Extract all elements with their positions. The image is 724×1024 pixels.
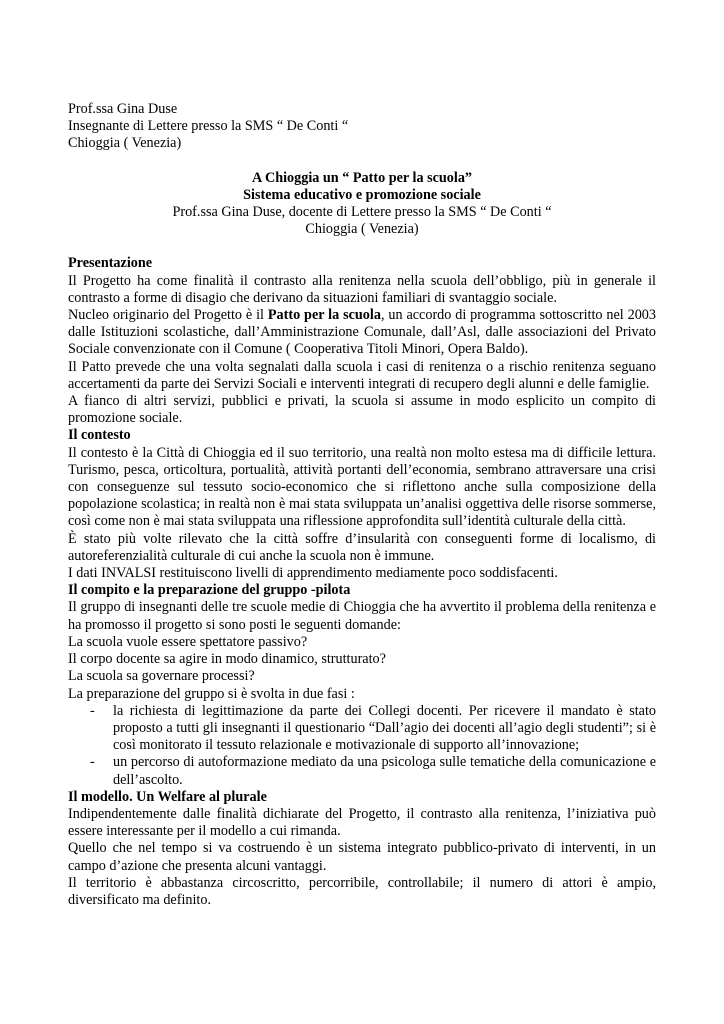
section-contesto bbox=[68, 427, 656, 582]
document-byline: Prof.ssa Gina Duse, docente di Lettere presso la SMS “ De Conti “ bbox=[172, 204, 552, 221]
paragraph: Indipendentemente dalle finalità dichiarate del Progetto, il contrasto alla renitenza, l’iniziativa può essere interessante per il modello a cui rimanda. bbox=[68, 805, 656, 840]
paragraph-text: Nucleo originario del Progetto è il bbox=[68, 307, 268, 324]
paragraph: È stato più volte rilevato che la città soffre d’insularità con conseguenti forme di localismo, di autoreferenzialità culturale di cui anche la scuola non è immune. bbox=[68, 530, 656, 564]
list-item: - la richiesta di legittimazione da parte dei Collegi docenti. Per ricevere il mandato è stato proposto a tutti gli insegnanti il questionario “Dall’agio dei docenti all’agio degli studenti”; si è così monitorato il tessuto relazionale e motivazionale di supporto all’innovazione; bbox=[68, 703, 656, 755]
question: La scuola sa governare processi? bbox=[68, 668, 255, 685]
document-subtitle: Sistema educativo e promozione sociale bbox=[243, 186, 481, 203]
paragraph: Il Progetto ha come finalità il contrasto alla renitenza nella scuola dell’obbligo, più in generale il contrasto a forme di disagio che derivano da situazioni familiari di svantaggio sociale. bbox=[68, 272, 656, 306]
section-compito bbox=[68, 582, 656, 788]
paragraph: Il contesto è la Città di Chioggia ed il suo territorio, una realtà non molto estesa ma di difficile lettura. Turismo, pesca, orticoltura, portualità, attività portanti dell’economia, sembrano attraversare una crisi con conseguenze sul tessuto socio-economico che si riflettono anche sulla composizione della popolazione scolastica; in realtà non è mai stata sviluppata un’analisi oggettiva delle risorse sommerse, così come non è mai stata sviluppata una riflessione approfondita sull’identità culturale della città. bbox=[68, 444, 656, 530]
section-heading: Il compito e la preparazione del gruppo -pilota bbox=[68, 582, 351, 599]
paragraph: A fianco di altri servizi, pubblici e privati, la scuola si assume in modo esplicito un compito di promozione sociale. bbox=[68, 393, 656, 427]
author-header bbox=[68, 101, 656, 153]
author-place: Chioggia ( Venezia) bbox=[68, 135, 182, 152]
section-heading: Presentazione bbox=[68, 255, 153, 272]
document-place: Chioggia ( Venezia) bbox=[305, 221, 419, 238]
question: La scuola vuole essere spettatore passivo? bbox=[68, 633, 308, 650]
section-heading: Il modello. Un Welfare al plurale bbox=[68, 788, 267, 805]
section-presentazione bbox=[68, 255, 656, 427]
paragraph: Il Patto prevede che una volta segnalati dalla scuola i casi di renitenza o a rischio renitenza seguano accertamenti da parte dei Servizi Sociali e interventi integrati di recupero degli alunni e delle famiglie. bbox=[68, 358, 656, 392]
list-item: - un percorso di autoformazione mediato da una psicologa sulle tematiche della comunicazione e dell’ascolto. bbox=[68, 754, 656, 788]
dash-list bbox=[68, 703, 656, 789]
paragraph: Il territorio è abbastanza circoscritto, percorribile, controllabile; il numero di attori è ampio, diversificato ma definito. bbox=[68, 874, 656, 908]
paragraph: I dati INVALSI restituiscono livelli di apprendimento mediamente poco soddisfacenti. bbox=[68, 565, 558, 582]
paragraph: La preparazione del gruppo si è svolta in due fasi : bbox=[68, 685, 355, 702]
paragraph-text: , un accordo di programma sottoscritto nel 2003 dalle Istituzioni scolastiche, dall’Amministrazione Comunale, dall’Asl, dalle associazioni del Privato Sociale convenzionate con il Comune ( Cooperativa Titoli Minori, Opera Baldo). bbox=[68, 307, 656, 358]
document-title: A Chioggia un “ Patto per la scuola” bbox=[251, 169, 473, 186]
section-modello bbox=[68, 789, 656, 909]
title-block bbox=[68, 170, 656, 239]
paragraph bbox=[68, 307, 656, 359]
author-name: Prof.ssa Gina Duse bbox=[68, 101, 178, 117]
author-role: Insegnante di Lettere presso la SMS “ De Conti “ bbox=[68, 118, 349, 135]
patto-bold: Patto per la scuola bbox=[267, 307, 381, 324]
paragraph: Il gruppo di insegnanti delle tre scuole medie di Chioggia che ha avvertito il problema della renitenza e ha promosso il progetto si sono posti le seguenti domande: bbox=[68, 599, 656, 633]
paragraph: Quello che nel tempo si va costruendo è un sistema integrato pubblico-privato di interventi, in un campo d’azione che presenta alcuni vantaggi. bbox=[68, 840, 656, 874]
section-heading: Il contesto bbox=[68, 427, 131, 444]
document-page bbox=[68, 101, 656, 909]
question: Il corpo docente sa agire in modo dinamico, strutturato? bbox=[68, 651, 386, 668]
